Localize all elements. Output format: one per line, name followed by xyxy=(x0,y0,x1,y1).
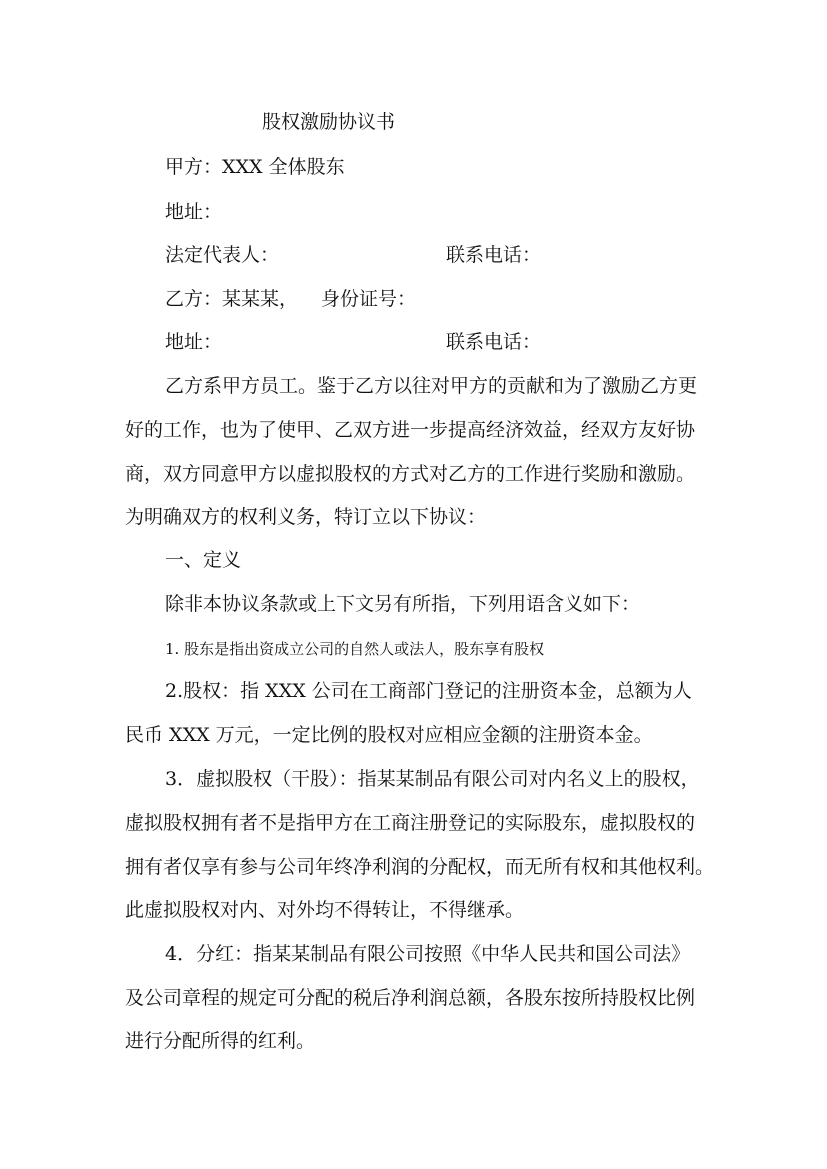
party-b-id-label: 身份证号： xyxy=(321,288,417,310)
definition-2-line-1: 2.股权：指 XXX 公司在工商部门登记的注册资本金，总额为人 xyxy=(165,680,692,702)
preamble-line-4: 为明确双方的权利义务，特订立以下协议： xyxy=(125,506,487,528)
definition-3-line-2: 虚拟股权拥有者不是指甲方在工商注册登记的实际股东，虚拟股权的 xyxy=(125,812,696,834)
section-heading-definitions: 一、定义 xyxy=(165,549,242,571)
legal-rep-label: 法定代表人： xyxy=(165,244,280,266)
page-title: 股权激励协议书 xyxy=(262,111,396,133)
party-a-address: 地址： xyxy=(165,201,223,223)
definition-4-line-1: 4．分红：指某某制品有限公司按照《中华人民共和国公司法》 xyxy=(165,943,691,965)
preamble-line-2: 好的工作，也为了使甲、乙双方进一步提高经济效益，经双方友好协 xyxy=(125,419,696,441)
legal-rep-phone-label: 联系电话： xyxy=(446,244,542,266)
definition-4-line-3: 进行分配所得的红利。 xyxy=(125,1030,316,1052)
preamble-line-1: 乙方系甲方员工。鉴于乙方以往对甲方的贡献和为了激励乙方更 xyxy=(165,375,698,397)
definition-4-line-2: 及公司章程的规定可分配的税后净利润总额，各股东按所持股权比例 xyxy=(125,987,696,1009)
party-b-line: 乙方：某某某， xyxy=(165,288,299,310)
definitions-intro: 除非本协议条款或上下文另有所指，下列用语含义如下： xyxy=(165,593,641,615)
definition-3-line-1: 3．虚拟股权（干股）：指某某制品有限公司对内名义上的股权， xyxy=(165,768,700,790)
party-b-phone-label: 联系电话： xyxy=(446,331,542,353)
party-b-address: 地址： xyxy=(165,331,223,353)
definition-2-line-2: 民币 XXX 万元，一定比例的股权对应相应金额的注册资本金。 xyxy=(125,724,653,746)
definition-1: 1. 股东是指出资成立公司的自然人或法人，股东享有股权 xyxy=(165,640,545,658)
preamble-line-3: 商，双方同意甲方以虚拟股权的方式对乙方的工作进行奖励和激励。 xyxy=(125,463,696,485)
definition-3-line-4: 此虚拟股权对内、对外均不得转让，不得继承。 xyxy=(125,899,525,921)
definition-3-line-3: 拥有者仅享有参与公司年终净利润的分配权，而无所有权和其他权利。 xyxy=(125,856,715,878)
party-a-line: 甲方：XXX 全体股东 xyxy=(165,156,345,178)
